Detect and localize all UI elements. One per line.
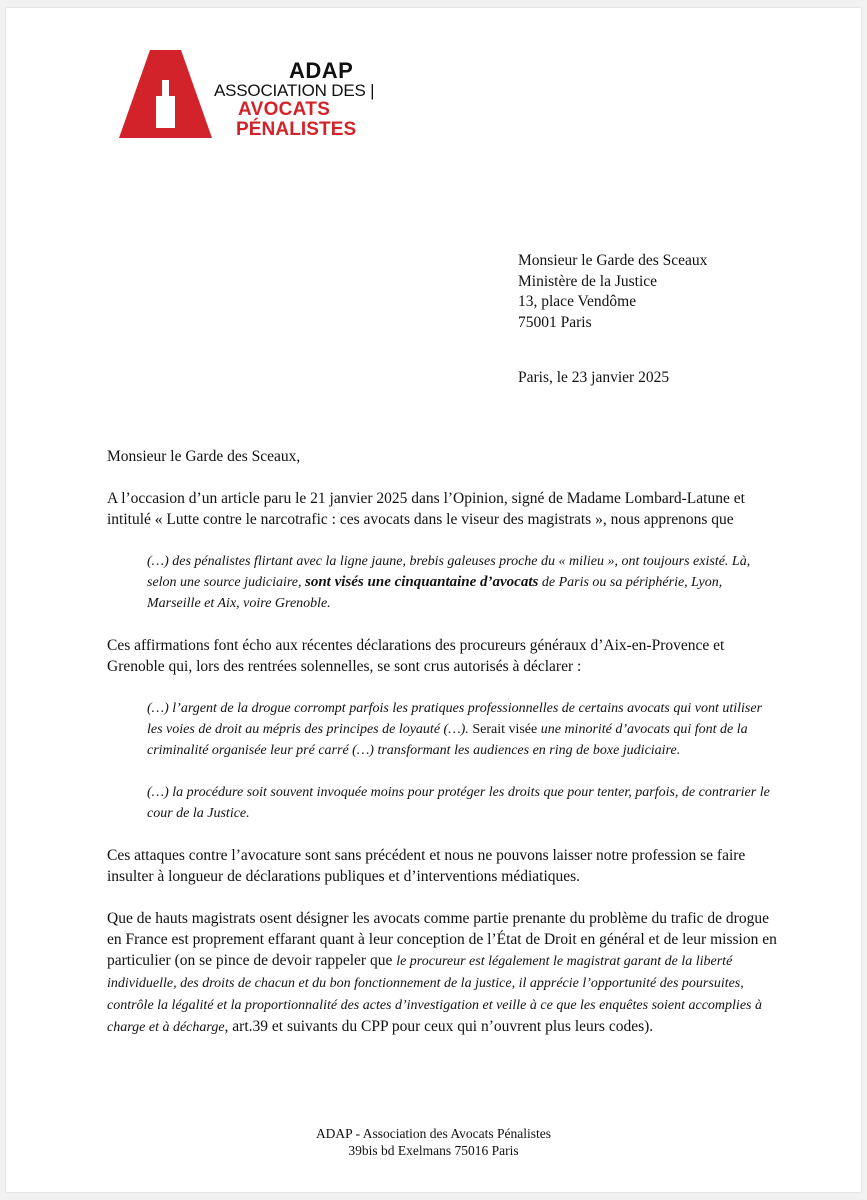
letter-date: Paris, le 23 janvier 2025 [518, 369, 670, 386]
salutation: Monsieur le Garde des Sceaux, [107, 448, 301, 465]
letter-page [6, 8, 861, 1192]
logo-association-line: ASSOCIATION DES | [214, 81, 375, 100]
quote-1-bold: sont visés une cinquantaine d’avocats [305, 574, 539, 590]
paragraph-4-italic: le procureur est légalement le magistrat garant de la liberté individuelle, des droits de chacun et du bon fonctionnement de la justice, il apprécie l’opportunité des poursuites, contrôle la légalité et la proportionnalité des actes d’investigation et veille à ce que les enquêtes soient accomplies à charge et à décharge [107, 954, 762, 1035]
quote-1-text: (…) des pénalistes flirtant avec la ligne jaune, brebis galeuses proche du « milieu », ont toujours existé. Là, selon une source judiciaire, [147, 554, 751, 590]
logo-penalistes-line: PÉNALISTES [236, 119, 357, 140]
logo-avocats-line: AVOCATS [238, 99, 331, 120]
quote-2-roman: Serait visée [468, 722, 541, 737]
adap-a-logo-icon [118, 50, 213, 140]
quote-2-text: (…) l’argent de la drogue corrompt parfois les pratiques professionnelles de certains avocats qui vont utiliser les voies de droit au mépris des principes de loyauté (…). [147, 701, 763, 737]
paragraph-4-end: , art.39 et suivants du CPP pour ceux qui n’ouvrent plus leurs codes). [224, 1018, 654, 1035]
paragraph-3: Ces attaques contre l’avocature sont sans précédent et nous ne pouvons laisser notre profession se faire insulter à longueur de déclarations publiques et d’interventions médiatiques. [107, 847, 746, 885]
addressee-line: 13, place Vendôme [518, 293, 637, 310]
quote-3: (…) la procédure soit souvent invoquée moins pour protéger les droits que pour tenter, parfois, de contrarier le cour de la Justice. [147, 785, 770, 821]
logo-wordmark [214, 60, 374, 140]
footer-line: ADAP - Association des Avocats Pénalistes [315, 1126, 552, 1141]
logo-abbr: ADAP [289, 58, 354, 83]
adap-logo [118, 50, 375, 145]
quote-2 [147, 698, 772, 761]
letter-body [107, 446, 777, 1059]
quote-1-end: de Paris ou sa périphérie, Lyon, Marseille et Aix, voire Grenoble. [147, 575, 723, 611]
paragraph-4 [107, 908, 777, 1038]
addressee-line: 75001 Paris [518, 313, 592, 331]
paragraph-4-text: Que de hauts magistrats osent désigner les avocats comme partie prenante du problème du trafic de drogue en France est proprement effarant quant à leur conception de l’État de Droit en général et de leur mission en particulier (on se pince de devoir rappeler que [107, 910, 777, 969]
addressee-line: Ministère de la Justice [518, 272, 658, 290]
quote-2-end: une minorité d’avocats qui font de la criminalité organisée leur pré carré (…) transformant les audiences en ring de boxe judiciaire. [147, 722, 748, 758]
addressee-block [518, 251, 707, 333]
paragraph-1: A l’occasion d’un article paru le 21 janvier 2025 dans l’Opinion, signé de Madame Lombard-Latune et intitulé « Lutte contre le narcotrafic : ces avocats dans le viseur des magistrats », nous apprenons que [107, 490, 745, 528]
footer-line: 39bis bd Exelmans 75016 Paris [348, 1143, 519, 1158]
paragraph-2: Ces affirmations font écho aux récentes déclarations des procureurs généraux d’Aix-en-Provence et Grenoble qui, lors des rentrées solennelles, se sont crus autorisés à déclarer : [107, 637, 725, 675]
quote-1 [147, 551, 772, 614]
letter-footer [6, 1125, 861, 1159]
addressee-line: Monsieur le Garde des Sceaux [518, 252, 708, 269]
